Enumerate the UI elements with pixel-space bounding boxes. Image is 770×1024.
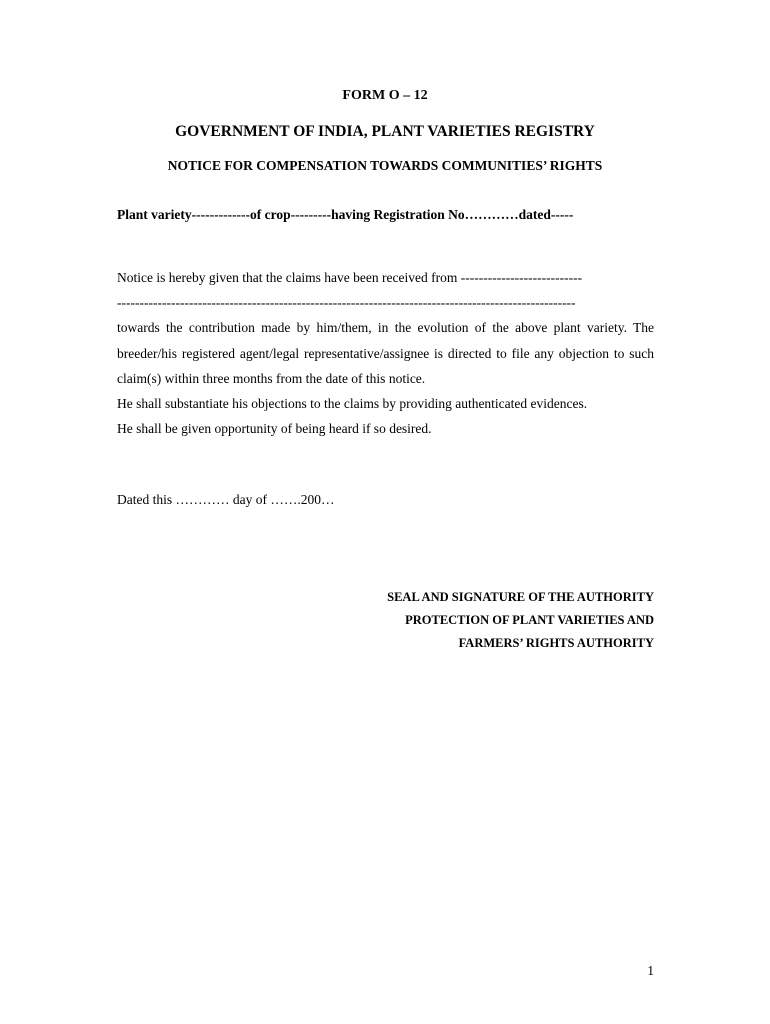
substantiate-paragraph: He shall substantiate his objections to the claims by providing authenticated evidences. xyxy=(117,396,588,412)
claims-received-line: Notice is hereby given that the claims have been received from --------------------------- xyxy=(117,270,583,285)
heard-paragraph: He shall be given opportunity of being heard if so desired. xyxy=(117,421,432,437)
notice-title: NOTICE FOR COMPENSATION TOWARDS COMMUNITIES’ RIGHTS xyxy=(167,158,603,173)
form-number: FORM O – 12 xyxy=(342,88,428,103)
contribution-paragraph: towards the contribution made by him/them, in the evolution of the above plant variety. The breeder/his registered agent/legal representative/assignee is directed to file any objection to such claim(s) within three months from the date of this notice. xyxy=(117,320,654,386)
signature-line-farmers-rights: FARMERS’ RIGHTS AUTHORITY xyxy=(458,636,654,650)
page-number: 1 xyxy=(647,963,654,978)
registry-title: GOVERNMENT OF INDIA, PLANT VARIETIES REGISTRY xyxy=(175,123,595,140)
claimant-blank-line: ------------------------------------------------------------------------------------------------------ xyxy=(117,295,576,311)
notice-body xyxy=(117,265,654,441)
signature-block xyxy=(290,586,654,655)
signature-line-seal: SEAL AND SIGNATURE OF THE AUTHORITY xyxy=(387,590,654,604)
dated-line: Dated this ………… day of …….200… xyxy=(117,492,335,507)
plant-variety-line: Plant variety-------------of crop---------having Registration No…………dated----- xyxy=(117,207,574,222)
signature-line-authority: PROTECTION OF PLANT VARIETIES AND xyxy=(405,613,654,627)
